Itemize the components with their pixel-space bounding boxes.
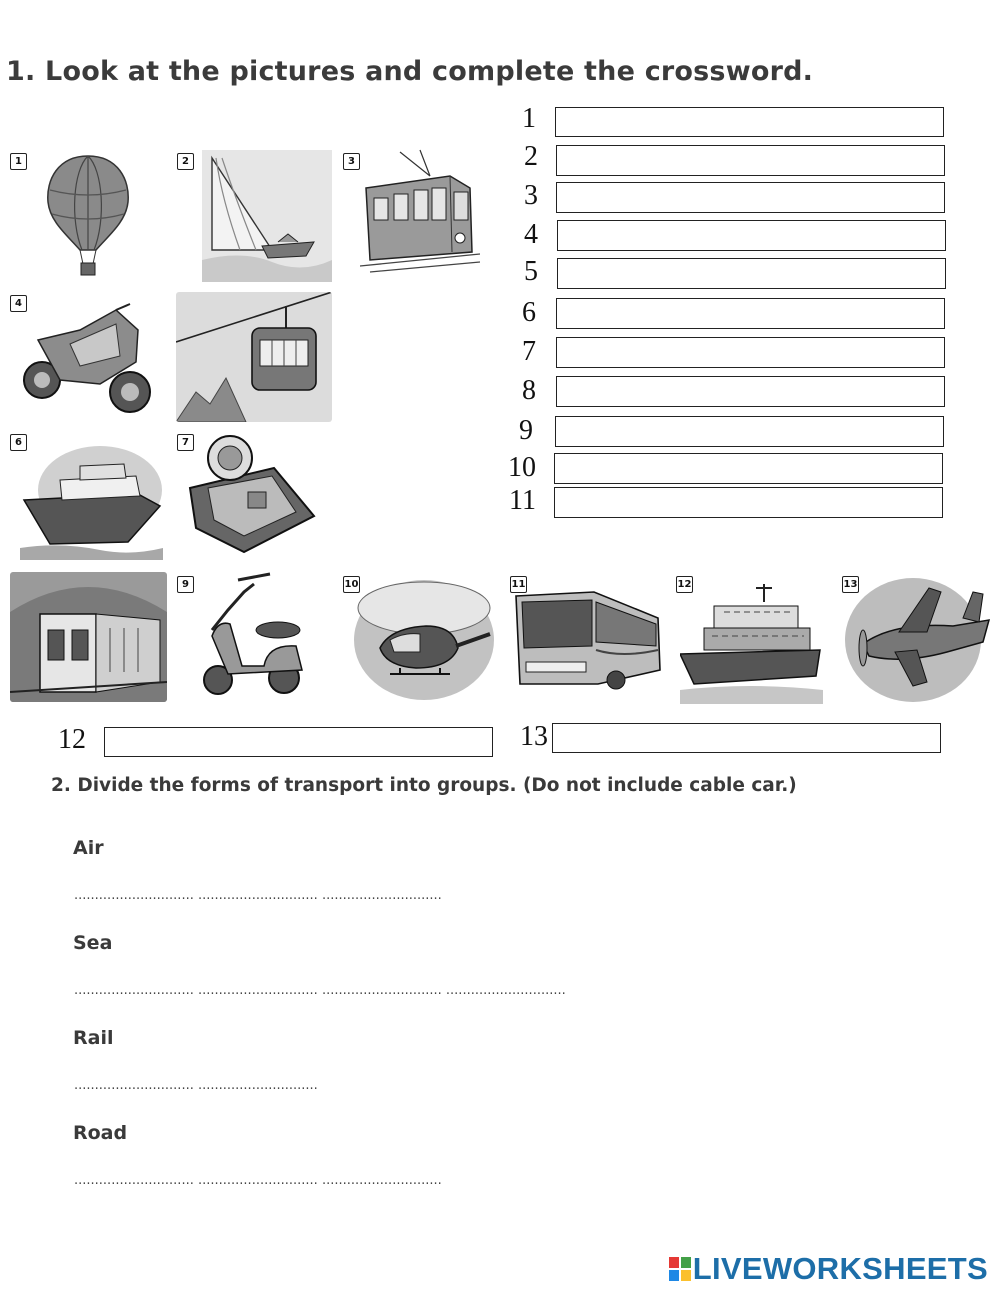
crossword-answer-7[interactable] bbox=[556, 337, 945, 368]
crossword-answer-13[interactable] bbox=[552, 723, 941, 753]
group-label-air: Air bbox=[73, 837, 104, 859]
group-label-road: Road bbox=[73, 1122, 128, 1144]
crossword-answer-2[interactable] bbox=[556, 145, 945, 176]
exercise-2-title: 2. Divide the forms of transport into groups. (Do not include cable car.) bbox=[51, 775, 797, 796]
crossword-number-9: 9 bbox=[519, 415, 533, 446]
crossword-number-12: 12 bbox=[58, 724, 86, 755]
crossword-number-3: 3 bbox=[524, 180, 538, 211]
picture-number-13: 13 bbox=[842, 576, 859, 593]
hot-air-balloon-icon bbox=[38, 150, 138, 280]
logo-text: LIVEWORKSHEETS bbox=[692, 1251, 988, 1286]
group-label-sea: Sea bbox=[73, 932, 113, 954]
picture-number-4: 4 bbox=[10, 295, 27, 312]
coach-icon bbox=[512, 588, 662, 692]
crossword-answer-12[interactable] bbox=[104, 727, 493, 757]
crossword-number-13: 13 bbox=[520, 721, 548, 752]
liveworksheets-logo bbox=[669, 1252, 988, 1286]
picture-number-6: 6 bbox=[10, 434, 27, 451]
answer-line-air[interactable]: ............................. ............................. ............................. bbox=[74, 888, 442, 903]
logo-blocks-icon bbox=[669, 1257, 691, 1281]
ship-icon bbox=[20, 430, 163, 560]
answer-line-rail[interactable]: ............................. ............................. bbox=[74, 1078, 318, 1093]
picture-number-1: 1 bbox=[10, 153, 27, 170]
plane-icon bbox=[843, 568, 993, 706]
crossword-answer-4[interactable] bbox=[557, 220, 946, 251]
crossword-number-7: 7 bbox=[522, 336, 536, 367]
scooter-icon bbox=[198, 570, 308, 702]
crossword-number-4: 4 bbox=[524, 219, 538, 250]
group-label-rail: Rail bbox=[73, 1027, 114, 1049]
motorbike-icon bbox=[20, 300, 155, 420]
cable-car-icon bbox=[176, 292, 332, 422]
crossword-number-8: 8 bbox=[522, 375, 536, 406]
crossword-number-10: 10 bbox=[508, 452, 536, 483]
picture-number-2: 2 bbox=[177, 153, 194, 170]
crossword-answer-11[interactable] bbox=[554, 487, 943, 518]
crossword-answer-1[interactable] bbox=[555, 107, 944, 137]
crossword-number-11: 11 bbox=[509, 485, 536, 516]
picture-number-9: 9 bbox=[177, 576, 194, 593]
crossword-number-5: 5 bbox=[524, 256, 538, 287]
crossword-answer-9[interactable] bbox=[555, 416, 944, 447]
crossword-answer-3[interactable] bbox=[556, 182, 945, 213]
crossword-answer-8[interactable] bbox=[556, 376, 945, 407]
crossword-number-6: 6 bbox=[522, 297, 536, 328]
hovercraft-icon bbox=[184, 432, 318, 558]
crossword-answer-10[interactable] bbox=[554, 453, 943, 484]
crossword-number-1: 1 bbox=[522, 103, 536, 134]
picture-number-11: 11 bbox=[510, 576, 527, 593]
sailing-boat-icon bbox=[202, 150, 332, 282]
picture-number-12: 12 bbox=[676, 576, 693, 593]
answer-line-road[interactable]: ............................. ............................. ............................. bbox=[74, 1173, 442, 1188]
underground-train-icon bbox=[10, 572, 167, 702]
crossword-number-2: 2 bbox=[524, 141, 538, 172]
helicopter-icon bbox=[350, 568, 496, 706]
answer-line-sea[interactable]: ............................. ............................. ............................. ............................. bbox=[74, 983, 566, 998]
picture-number-7: 7 bbox=[177, 434, 194, 451]
picture-number-3: 3 bbox=[343, 153, 360, 170]
crossword-answer-6[interactable] bbox=[556, 298, 945, 329]
tram-icon bbox=[360, 148, 480, 278]
exercise-1-title: 1. Look at the pictures and complete the crossword. bbox=[6, 56, 814, 87]
ferry-icon bbox=[680, 580, 823, 704]
crossword-answer-5[interactable] bbox=[557, 258, 946, 289]
picture-number-10: 10 bbox=[343, 576, 360, 593]
